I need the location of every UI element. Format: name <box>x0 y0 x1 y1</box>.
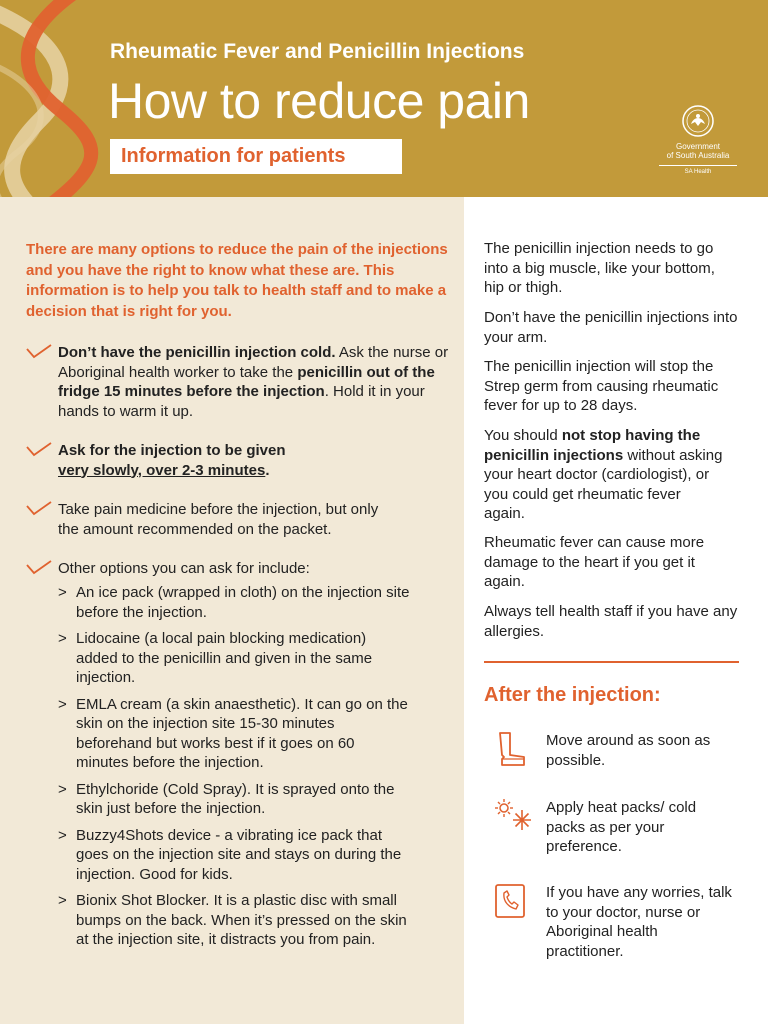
paragraph-allergies: Always tell health staff if you have any allergies. <box>484 603 738 640</box>
right-column <box>464 197 768 1024</box>
divider <box>484 661 739 663</box>
after-item-worries: If you have any worries, talk to your doctor, nurse or Aboriginal health practitioner. <box>484 883 754 961</box>
tip-other-options: Other options you can ask for include: <box>26 559 456 579</box>
list-item: > An ice pack (wrapped in cloth) on the injection site before the injection. <box>58 584 410 621</box>
after-item-move: Move around as soon as possible. <box>484 731 754 770</box>
checkmark-icon <box>26 343 52 359</box>
crest-icon <box>681 104 715 138</box>
paragraph-strep: The penicillin injection will stop the Strep germ from causing rheumatic fever for up to 28 days. <box>484 358 719 414</box>
checkmark-icon <box>26 559 52 575</box>
leg-icon <box>494 731 528 769</box>
paragraph-dont-stop: You should not stop having the penicillin injections without asking your heart doctor (cardiologist), or you could get rheumatic fever again. <box>484 427 723 522</box>
list-item: > Bionix Shot Blocker. It is a plastic disc with small bumps on the back. When it’s pressed on the skin at the injection site, it distracts you from pain. <box>58 892 407 948</box>
list-item: > Lidocaine (a local pain blocking medication) added to the penicillin and given in the same injection. <box>58 630 373 686</box>
sa-government-logo <box>655 104 741 175</box>
info-label: Information for patients <box>110 139 402 174</box>
paragraph-not-arm: Don’t have the penicillin injections into your arm. <box>484 309 738 346</box>
tip-warm-injection: Don’t have the penicillin injection cold. Ask the nurse or Aboriginal health worker to take the penicillin out of the fridge 15 minutes before the injection. Hold it in your hands to warm it up. <box>26 343 456 421</box>
after-injection-heading: After the injection: <box>484 684 661 706</box>
dna-swirl-decoration <box>0 0 110 197</box>
after-item-heat-cold: Apply heat packs/ cold packs as per your preference. <box>484 798 754 857</box>
logo-text: Government of South Australia <box>666 142 730 160</box>
list-item: > EMLA cream (a skin anaesthetic). It can go on the skin on the injection site 15-30 minutes beforehand but works best if it goes on 60 minutes before the injection. <box>58 695 408 771</box>
left-column <box>0 197 464 1024</box>
list-item: > Buzzy4Shots device - a vibrating ice pack that goes on the injection site and stays on during the injection. Good for kids. <box>58 826 402 883</box>
checkmark-icon <box>26 500 52 516</box>
checkmark-icon <box>26 441 52 457</box>
tip-slow-injection: Ask for the injection to be given very slowly, over 2-3 minutes. <box>26 441 456 480</box>
document-subtitle: Rheumatic Fever and Penicillin Injections <box>110 40 525 63</box>
paragraph-damage: Rheumatic fever can cause more damage to the heart if you get it again. <box>484 534 705 590</box>
phone-icon <box>494 883 528 919</box>
options-list <box>58 583 448 957</box>
list-item: > Ethylchoride (Cold Spray). It is sprayed onto the skin just before the injection. <box>58 780 395 817</box>
header-banner <box>0 0 768 197</box>
intro-paragraph: There are many options to reduce the pain of the injections and you have the right to know what these are. This information is to help you talk to health staff and to make a decision that is right for you. <box>26 241 448 320</box>
tip-pain-medicine: Take pain medicine before the injection, but only the amount recommended on the packet. <box>26 500 456 539</box>
paragraph-muscle: The penicillin injection needs to go into a big muscle, like your bottom, hip or thigh. <box>484 240 715 296</box>
logo-subtext: SA Health <box>684 169 712 175</box>
page-title: How to reduce pain <box>108 73 530 129</box>
heat-cold-icon <box>494 798 534 832</box>
